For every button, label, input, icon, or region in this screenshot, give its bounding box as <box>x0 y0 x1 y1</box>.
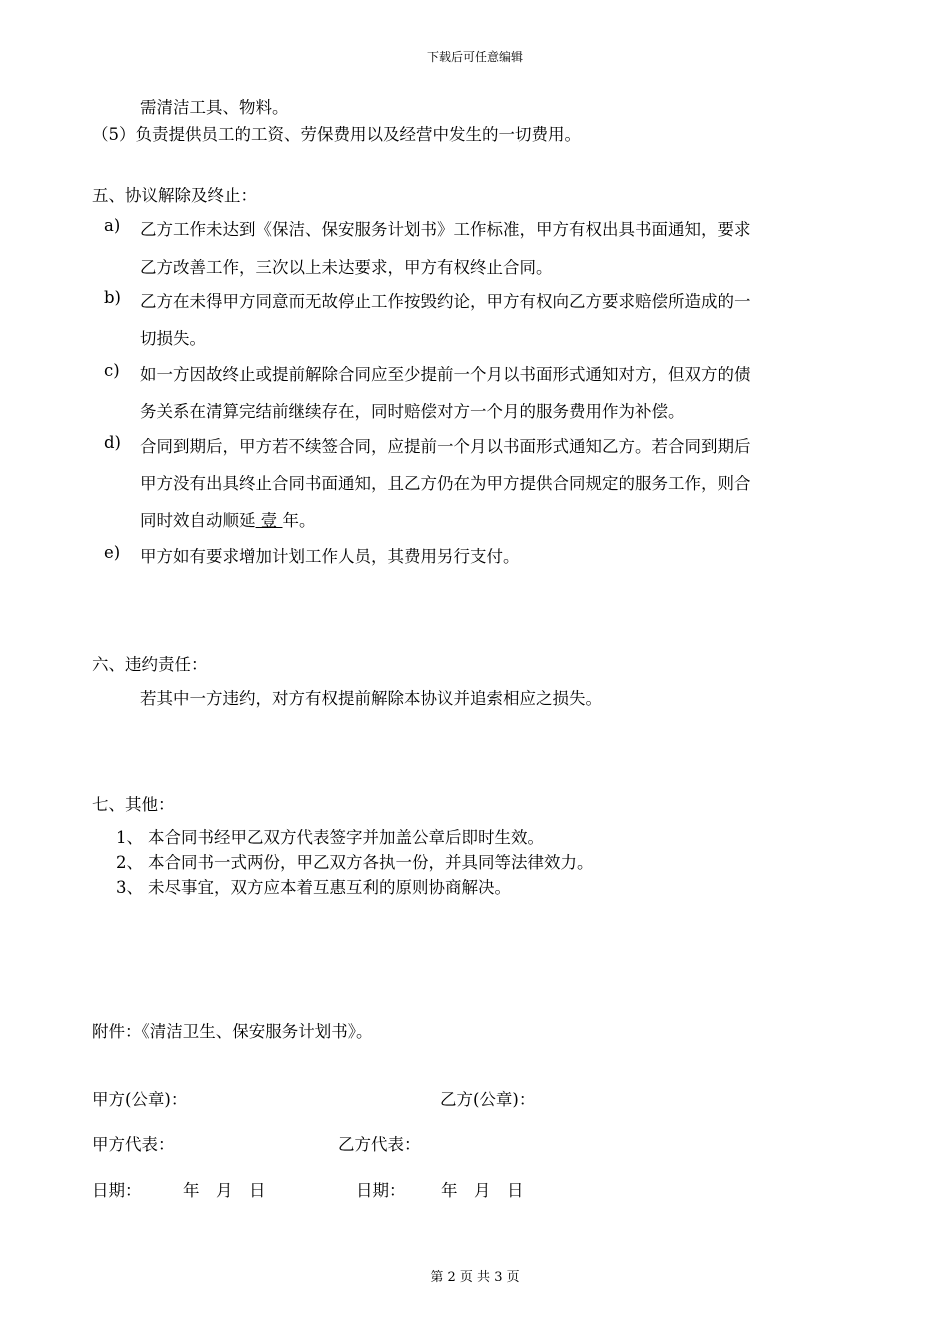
section5-item-b-marker: b) <box>104 288 121 307</box>
section6-text: 若其中一方违约，对方有权提前解除本协议并追索相应之损失。 <box>140 689 602 708</box>
section5-item-d-line3-pre: 同时效自动顺延 <box>140 511 256 530</box>
section7-heading: 七、其他： <box>92 795 175 814</box>
party-a-rep-label: 甲方代表： <box>92 1135 175 1154</box>
section6-heading: 六、违约责任： <box>92 655 208 674</box>
party-a-date-label: 日期： <box>92 1181 142 1200</box>
section7-item-3-marker: 3、 <box>116 878 143 897</box>
section7-item-2-text: 本合同书一式两份，甲乙双方各执一份，并具同等法律效力。 <box>148 853 594 872</box>
section5-item-e-marker: e) <box>104 543 121 562</box>
section5-item-c-line1: 如一方因故终止或提前解除合同应至少提前一个月以书面形式通知对方，但双方的债 <box>140 365 751 384</box>
page-number-footer: 第 2 页 共 3 页 <box>430 1270 520 1285</box>
section5-item-d-line2: 甲方没有出具终止合同书面通知，且乙方仍在为甲方提供合同规定的服务工作，则合 <box>140 474 751 493</box>
party-b-rep-label: 乙方代表： <box>338 1135 421 1154</box>
party-b-seal-label: 乙方(公章)： <box>440 1090 536 1109</box>
party-b-date-fields: 年 月 日 <box>441 1181 524 1200</box>
section7-item-1-marker: 1、 <box>116 828 143 847</box>
term-years-value: 壹 <box>255 511 283 530</box>
section5-item-e-line1: 甲方如有要求增加计划工作人员，其费用另行支付。 <box>140 547 520 566</box>
section7-item-2-marker: 2、 <box>116 853 143 872</box>
section5-item-a-marker: a) <box>104 216 121 235</box>
section5-item-b-line2: 切损失。 <box>140 329 206 348</box>
section5-item-d-marker: d) <box>104 433 121 452</box>
section5-item-a-line1: 乙方工作未达到《保洁、保安服务计划书》工作标准，甲方有权出具书面通知，要求 <box>140 220 751 239</box>
header-note: 下载后可任意编辑 <box>426 50 523 64</box>
party-b-date-label: 日期： <box>356 1181 406 1200</box>
attachment-line: 附件：《清洁卫生、保安服务计划书》。 <box>92 1022 373 1041</box>
section5-item-d-line3 <box>140 507 316 531</box>
section5-item-a-line2: 乙方改善工作，三次以上未达要求，甲方有权终止合同。 <box>140 258 553 277</box>
section4-tail-line: 需清洁工具、物料。 <box>140 98 289 117</box>
section7-item-1-text: 本合同书经甲乙双方代表签字并加盖公章后即时生效。 <box>148 828 544 847</box>
party-a-date-fields: 年 月 日 <box>183 1181 266 1200</box>
section5-heading: 五、协议解除及终止： <box>92 186 257 205</box>
party-a-seal-label: 甲方(公章)： <box>92 1090 188 1109</box>
section5-item-d-line3-post: 年。 <box>282 511 316 530</box>
section5-item-b-line1: 乙方在未得甲方同意而无故停止工作按毁约论，甲方有权向乙方要求赔偿所造成的一 <box>140 292 751 311</box>
section5-item-d-line1: 合同到期后，甲方若不续签合同，应提前一个月以书面形式通知乙方。若合同到期后 <box>140 437 751 456</box>
section7-item-3-text: 未尽事宜，双方应本着互惠互利的原则协商解决。 <box>148 878 511 897</box>
section4-item-5: （5）负责提供员工的工资、劳保费用以及经营中发生的一切费用。 <box>92 125 581 144</box>
section5-item-c-marker: c) <box>104 361 120 380</box>
section5-item-c-line2: 务关系在清算完结前继续存在，同时赔偿对方一个月的服务费用作为补偿。 <box>140 402 685 421</box>
